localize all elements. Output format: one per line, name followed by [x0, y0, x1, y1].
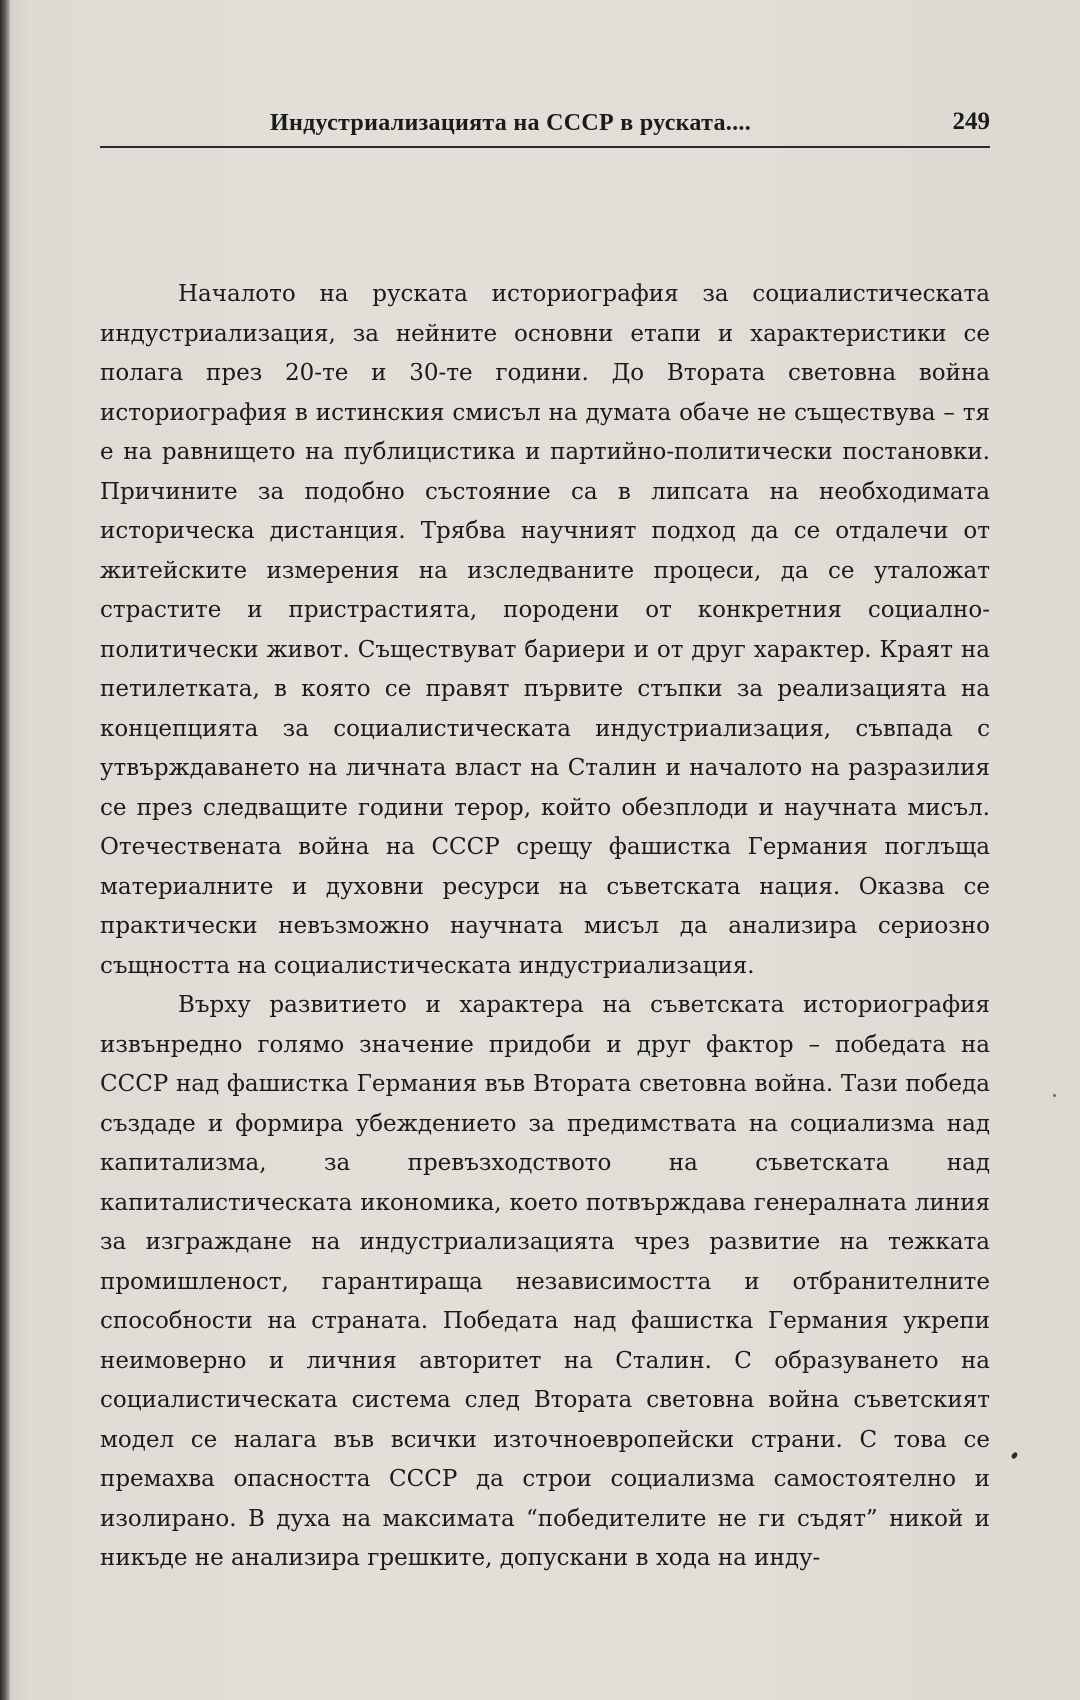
body-text: [100, 275, 990, 1579]
paragraph: Върху развитието и характера на съветската историография извънредно голямо значение придоби и друг фактор – победата на СССР над фашистка Германия във Втората световна война. Тази победа създаде и формира убеждението за предимствата на социализма над капитализма, за превъзходството на съветската над капиталистическата икономика, което потвърждава генералната линия за изграждане на индустриализацията чрез развитие на тежката промишленост, гарантираща независимостта и отбранителните способности на страната. Победата над фашистка Германия укрепи неимоверно и личния авторитет на Сталин. С образуването на социалистическата система след Втората световна война съветският модел се налага във всички източноевропейски страни. С това се премахва опасността СССР да строи социализма самостоятелно и изолирано. В духа на максимата “победителите не ги съдят” никой и никъде не анализира грешките, допускани в хода на инду-: [100, 992, 990, 1571]
page-number: 249: [952, 108, 990, 135]
paragraph: Началото на руската историография за социалистическата индустриализация, за нейните основни етапи и характеристики се полага през 20-те и 30-те години. До Втората световна война историография в истинския смисъл на думата обаче не съществува – тя е на равнището на публицистика и партийно-политически постановки. Причините за подобно състояние са в липсата на необходимата историческа дистанция. Трябва научният подход да се отдалечи от житейските измерения на изследваните процеси, да се уталожат страстите и пристрастията, породени от конкретния социално-политически живот. Съществуват бариери и от друг характер. Краят на петилетката, в която се правят първите стъпки за реализацията на концепцията за социалистическата индустриализация, съвпада с утвърждаването на личната власт на Сталин и началото на разразилия се през следващите години терор, който обезплоди и научната мисъл. Отечествената война на СССР срещу фашистка Германия поглъща материалните и духовни ресурси на съветската нация. Оказва се практически невъзможно научната мисъл да анализира сериозно същността на социалистическата индустриализация.: [100, 281, 990, 979]
header-rule: [100, 146, 990, 148]
ink-speck: [1052, 1093, 1056, 1097]
running-header: [100, 106, 990, 146]
ink-speck: [1010, 1451, 1018, 1460]
book-binding-edge: [0, 0, 10, 1700]
running-title: Индустриализацията на СССР в руската....: [270, 110, 751, 136]
